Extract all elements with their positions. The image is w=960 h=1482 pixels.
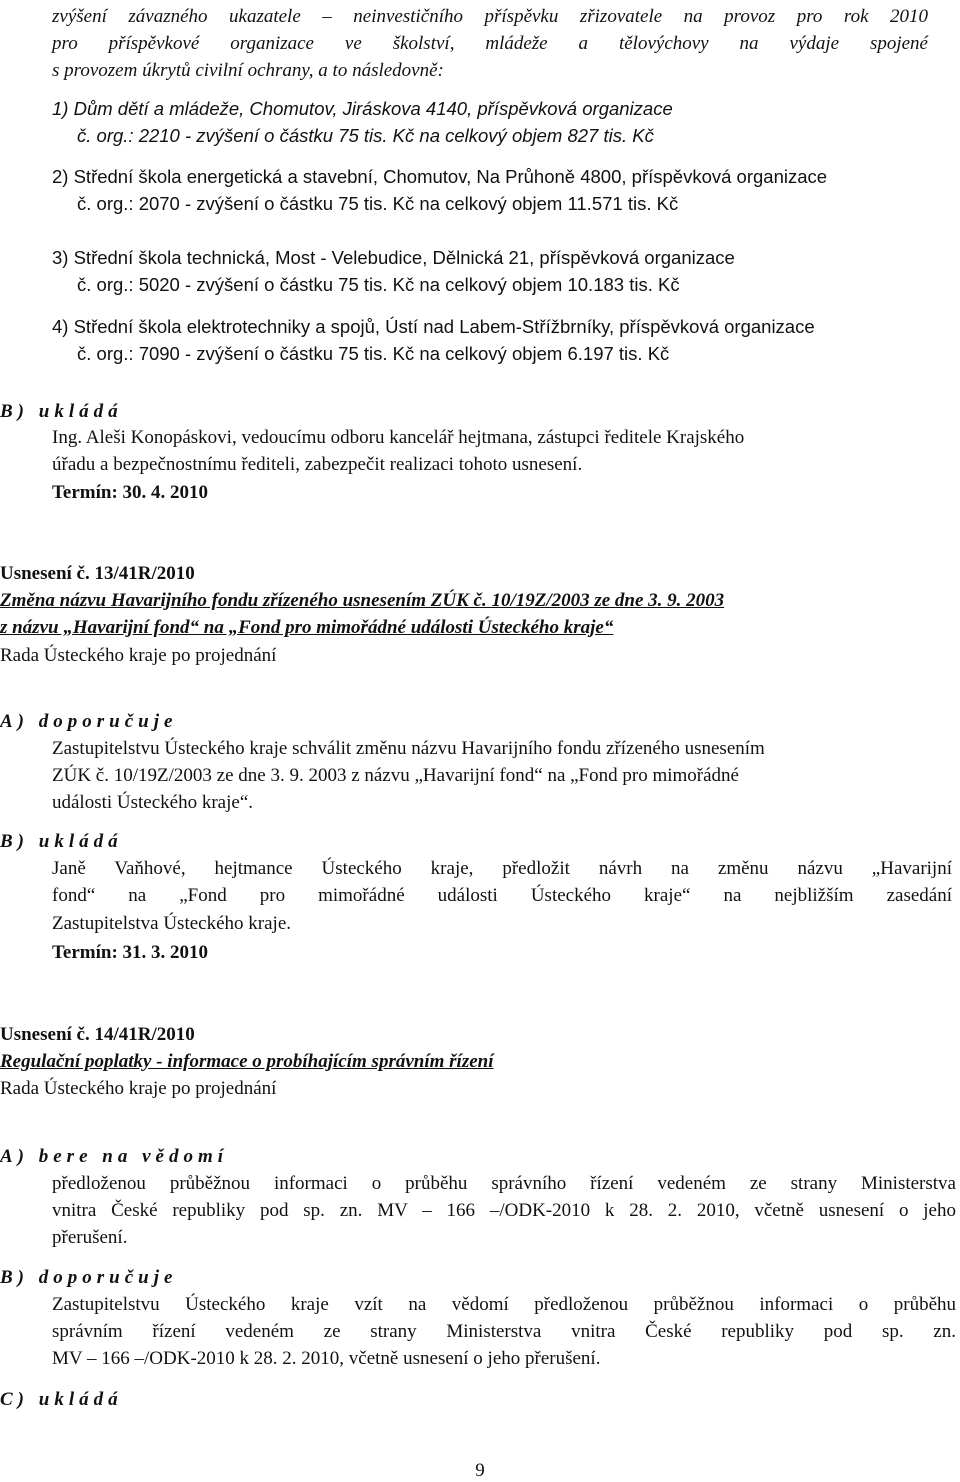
section-b-line-2: úřadu a bezpečnostnímu řediteli, zabezpečit realizaci tohoto usnesení.	[52, 454, 583, 475]
resolution-13-title-1: Změna názvu Havarijního fondu zřízeného usnesením ZÚK č. 10/19Z/2003 ze dne 3. 9. 2003	[0, 590, 725, 611]
intro-line-2: pro příspěvkové organizace ve školství, mládeže a tělovýchovy na výdaje spojené	[52, 33, 928, 54]
resolution-13-number: Usnesení č. 13/41R/2010	[0, 563, 195, 584]
intro-line-3: s provozem úkrytů civilní ochrany, a to následovně:	[52, 60, 444, 81]
resolution-13-b-line-1: Janě Vaňhové, hejtmance Ústeckého kraje, předložit návrh na změnu názvu „Havarijní	[52, 858, 952, 879]
resolution-13-a-label: A) doporučuje	[0, 711, 178, 732]
item-2-line-1: 2) Střední škola energetická a stavební, Chomutov, Na Průhoně 4800, příspěvková organizace	[52, 166, 828, 187]
section-b-line-1: Ing. Aleši Konopáskovi, vedoucímu odboru kancelář hejtmana, zástupci ředitele Krajského	[52, 427, 745, 448]
resolution-13-council: Rada Ústeckého kraje po projednání	[0, 645, 277, 666]
resolution-14-a-label: A) bere na vědomí	[0, 1146, 229, 1167]
resolution-14-title: Regulační poplatky - informace o probíhajícím správním řízení	[0, 1051, 494, 1072]
resolution-13-a-line-1: Zastupitelstvu Ústeckého kraje schválit změnu názvu Havarijního fondu zřízeného usnesením	[52, 738, 765, 759]
resolution-14-a-line-2: vnitra České republiky pod sp. zn. MV – 166 –/ODK-2010 k 28. 2. 2010, včetně usnesení o jeho	[52, 1200, 956, 1221]
item-2-line-2: č. org.: 2070 - zvýšení o částku 75 tis. Kč na celkový objem 11.571 tis. Kč	[77, 193, 679, 214]
intro-line-1: zvýšení závazného ukazatele – neinvestičního příspěvku zřizovatele na provoz pro rok 2010	[52, 6, 928, 27]
resolution-14-b-line-2: správním řízení vedeném ze strany Ministerstva vnitra České republiky pod sp. zn.	[52, 1321, 956, 1342]
resolution-14-council: Rada Ústeckého kraje po projednání	[0, 1078, 277, 1099]
resolution-14-a-line-3: přerušení.	[52, 1227, 128, 1248]
item-1-line-2: č. org.: 2210 - zvýšení o částku 75 tis. Kč na celkový objem 827 tis. Kč	[77, 125, 654, 146]
item-1-line-1: 1) Dům dětí a mládeže, Chomutov, Jiráskova 4140, příspěvková organizace	[52, 98, 673, 119]
resolution-13-b-line-2: fond“ na „Fond pro mimořádné události Ústeckého kraje“ na nejbližším zasedání	[52, 885, 952, 906]
page-number: 9	[475, 1460, 485, 1481]
item-3-line-1: 3) Střední škola technická, Most - Velebudice, Dělnická 21, příspěvková organizace	[52, 247, 735, 268]
resolution-13-b-line-3: Zastupitelstva Ústeckého kraje.	[52, 913, 292, 934]
resolution-14-number: Usnesení č. 14/41R/2010	[0, 1024, 195, 1045]
section-b-label: B) ukládá	[0, 401, 123, 422]
item-4-line-1: 4) Střední škola elektrotechniky a spojů, Ústí nad Labem-Střížbrníky, příspěvková organizace	[52, 316, 815, 337]
resolution-14-c-label: C) ukládá	[0, 1389, 123, 1410]
section-b-deadline: Termín: 30. 4. 2010	[52, 482, 209, 503]
resolution-14-a-line-1: předloženou průběžnou informaci o průběhu správního řízení vedeném ze strany Ministerstva	[52, 1173, 956, 1194]
resolution-13-a-line-3: události Ústeckého kraje“.	[52, 792, 254, 813]
resolution-13-b-label: B) ukládá	[0, 831, 123, 852]
resolution-14-b-line-1: Zastupitelstvu Ústeckého kraje vzít na vědomí předloženou průběžnou informaci o průběhu	[52, 1294, 956, 1315]
resolution-13-title-2: z názvu „Havarijní fond“ na „Fond pro mimořádné události Ústeckého kraje“	[0, 617, 614, 638]
item-3-line-2: č. org.: 5020 - zvýšení o částku 75 tis. Kč na celkový objem 10.183 tis. Kč	[77, 274, 680, 295]
item-4-line-2: č. org.: 7090 - zvýšení o částku 75 tis. Kč na celkový objem 6.197 tis. Kč	[77, 343, 670, 364]
resolution-14-b-label: B) doporučuje	[0, 1267, 178, 1288]
resolution-13-deadline: Termín: 31. 3. 2010	[52, 942, 209, 963]
resolution-13-a-line-2: ZÚK č. 10/19Z/2003 ze dne 3. 9. 2003 z názvu „Havarijní fond“ na „Fond pro mimořádné	[52, 765, 739, 786]
resolution-14-b-line-3: MV – 166 –/ODK-2010 k 28. 2. 2010, včetně usnesení o jeho přerušení.	[52, 1348, 601, 1369]
